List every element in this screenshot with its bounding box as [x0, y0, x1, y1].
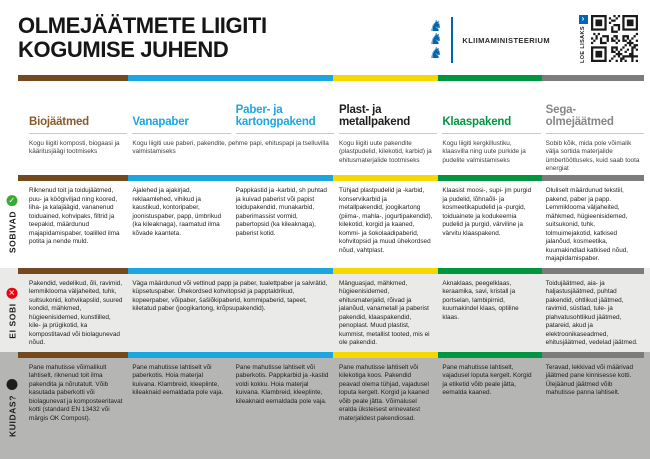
- ministry-name: KLIIMAMINISTEERIUM: [462, 35, 550, 45]
- row-label-ei-sobi: [0, 274, 24, 352]
- row-label-text: SOBIVAD: [7, 211, 17, 254]
- lion-glyph: ♞: [428, 17, 443, 36]
- cell-sobivad-segaolme: Oluliselt määrdunud tekstiil, pakend, paber ja papp. Lemmiklooma väljaheited, mähkmed, hügieenisidemed, suitsukonid, tuhk, tolmuimejakotid, katkised jalanõud, kosmeetika, kuumakindlad katkised nõud, majapidamispaber.: [545, 187, 629, 263]
- qr-label: LOE LISAKS: [580, 26, 586, 64]
- column-desc-segaolme: Sobib kõik, mida pole võimalik välja sortida materjalide ümbertöötluseks, kuid saab toota energiat: [545, 140, 640, 173]
- cell-sobivad-klaaspakend: Klaasist moosi-, supi- jm purgid ja pudelid, lõhnaõli- ja kosmeetikapudelid ja -purgid, toiduainete ja kodukeemia pudelid ja purgid, värviline ja värvitu klaaspakend.: [442, 187, 532, 237]
- cell-kuidas-segaolme: Teravad, lekkivad või määrivad jäätmed pane kinnisesse kotti. Ülejäänud jäätmed võib mahutisse panna lahtiselt.: [545, 363, 634, 397]
- column-title-vanapaber: Vanapaber: [132, 115, 189, 128]
- column-titles-row: [0, 81, 650, 133]
- column-desc-paber-shared: Kogu liigiti uue paberi, pakendite, pehme papi, ehituspapi ja tselluvilla valmistamiseks: [132, 140, 329, 156]
- column-title-klaaspakend: Klaaspakend: [442, 115, 512, 128]
- lion-glyph: ♞: [428, 43, 443, 62]
- cell-kuidas-klaaspakend: Pane mahutisse lahtiselt, vajadusel loputa kergelt. Korgid ja etiketid võib peale jätta, eemalda kaaned.: [442, 363, 532, 397]
- column-descriptions-row: [0, 134, 650, 175]
- lockup-divider: [451, 17, 453, 63]
- header: [0, 0, 650, 75]
- cell-eisobi-plastmetall: Mänguasjad, mähkmed, hügieenisidemed, ehitusmaterjalid, rõivad ja jalanõud, vanametall ja paberist pakendid, klaaspakendid, penoplast. Muud plastist, kummist, metallist tooted, mis ei ole pakendid.: [339, 279, 430, 347]
- ministry-lockup: [429, 17, 550, 63]
- cell-sobivad-plastmetall: Tühjad plastpudelid ja -karbid, konservikarbid ja metallpakendid, joogikartong (piima-, mahla-, jogurtipakendid), kilekotid, korgid ja kaaned, kommi- ja šokolaadipaberid, kohvitopsid ja muud ühekordsed nõud, vahtplast.: [339, 187, 433, 254]
- row-label-text: EI SOBI: [7, 303, 17, 339]
- row-label-text: KUIDAS?: [7, 395, 17, 438]
- row-kuidas: [0, 358, 650, 459]
- cell-kuidas-biojaatmed: Pane mahutisse võimalikult lahtiselt, riknenud toit ilma pakendita ja nõrutatult. Võib kasutada paberkotti või biolagunevat ja komposteeritavat kotti (standard EN 13432 või märgis OK Compost).: [29, 363, 123, 422]
- cell-eisobi-paber-shared: Väga määrdunud või vettinud papp ja paber, tualettpaber ja salvrätid, küpsetuspaber. Ühekordsed kohvitopsid ja papptaldrikud, kopeerpaber, võipaber, šašlõkipaberid, kommipaberid, tapeet, kiletatud paber (joogikartong, krõpsupakendid).: [132, 279, 328, 313]
- check-icon: ✓: [8, 196, 16, 206]
- row-label-rotated: [7, 287, 18, 338]
- cell-sobivad-kartongpakend: Pappkastid ja -karbid, sh puhtad ja kuivad paberist või papist toidupakendid, munakarbid, paberimassist vormid, pabertopsid (ka kileaknaga), paberist kotid.: [235, 187, 327, 237]
- estonia-coat-of-arms-icon: [428, 17, 443, 62]
- row-label-rotated: [7, 195, 18, 253]
- cell-kuidas-kartongpakend: Pane mahutisse lahtiselt või paberkotis. Pappkarbid ja -kastid voldi kokku. Hoia materjal kuivana. Klambreid, kleeplinte, kileaknaid eemaldada pole vaja.: [235, 363, 329, 405]
- column-desc-plastmetall: Kogu liigiti uute pakendite (plastpudelid, kilekotid, karbid) ja ehitusmaterjalide tootmiseks: [339, 140, 432, 164]
- cell-eisobi-klaaspakend: Aknaklaas, peegelklaas, keraamika, savi, kristall ja portselan, lambipirnid, kuumakindel klaas, optiline klaas.: [442, 279, 519, 321]
- page-title: [18, 14, 267, 62]
- column-desc-klaaspakend: Kogu liigiti kergkillustiku, klaasvilla ning uute purkide ja pudelite valmistamiseks: [442, 140, 526, 164]
- column-desc-biojaatmed: Kogu liigiti komposti, biogaasi ja kääritusjäägi tootmiseks: [29, 140, 120, 156]
- cell-eisobi-segaolme: Toidujäätmed, aia- ja haljastusjäätmed, puhtad pakendid, ohtlikud jäätmed, ravimid, süstlad, tule- ja plahvatusohtlikud jäätmed, patareid, akud ja elektroonikaseadmed, ehitusjäätmed, vedelad jäätmed.: [545, 279, 638, 347]
- cross-icon: ✕: [8, 288, 16, 298]
- cell-kuidas-plastmetall: Pane mahutisse lahtiselt või kilekotiga koos. Pakendid peavad olema tühjad, vajadusel loputa kergelt. Korgid ja kaaned võib peale jätta. Võimalusel eralda üksteisest erinevatest materjalidest pakendiosad.: [339, 363, 429, 422]
- qr-block: [578, 15, 638, 63]
- lion-glyph: ♞: [428, 30, 443, 49]
- row-label-kuidas: [0, 358, 24, 459]
- chevron-right-icon: ›: [579, 15, 588, 24]
- cell-sobivad-vanapaber: Ajalehed ja ajakirjad, reklaamlehed, vihikud ja kaustikud, kontoripaber, joonistuspaber, papp, ümbrikud (ka kileaknaga), raamatud ilma kõvade kaanteta.: [132, 187, 222, 237]
- column-title-biojaatmed: Biojäätmed: [29, 115, 89, 128]
- cell-eisobi-biojaatmed: Pakendid, vedelikud, õli, ravimid, lemmiklooma väljaheited, tuhk, suitsukonid, kohvikapslid, suured kondid, mähkmed, hügieenisidemed, kunstlilled, kile- ja prügikotid, ka kompostitavad või biolagunevad nõud.: [29, 279, 123, 347]
- row-label-rotated: [7, 379, 18, 437]
- dot-icon: [7, 379, 18, 390]
- qr-code: [591, 15, 638, 62]
- qr-side: [578, 15, 588, 63]
- cell-kuidas-vanapaber: Pane mahutisse lahtiselt või paberkotis. Hoia materjal kuivana. Klambreid, kleeplinte, kileaknaid eemaldada pole vaja.: [132, 363, 224, 397]
- page-title-line2: KOGUMISE JUHEND: [18, 37, 229, 63]
- row-sobivad: [0, 181, 650, 268]
- column-title-kartongpakend: Paber- ja kartongpakend: [235, 103, 316, 128]
- row-ei-sobi: [0, 274, 650, 352]
- cell-sobivad-biojaatmed: Riknenud toit ja toidujäätmed, puu- ja köögiviljad ning koored, liha- ja kalajäägid, vananenud toiduained, kohvipaks, filtrid ja teepakid, määrdunud majapidamispaber, toalilled ilma potita ja nende muld.: [29, 187, 120, 246]
- column-title-segaolme: Sega-olmejäätmed: [545, 103, 614, 128]
- row-label-sobivad: [0, 181, 24, 268]
- page-title-line1: OLMEJÄÄTMETE LIIGITI: [18, 13, 267, 38]
- gutter: [0, 140, 24, 175]
- column-title-plastmetall: Plast- ja metallpakend: [339, 103, 411, 128]
